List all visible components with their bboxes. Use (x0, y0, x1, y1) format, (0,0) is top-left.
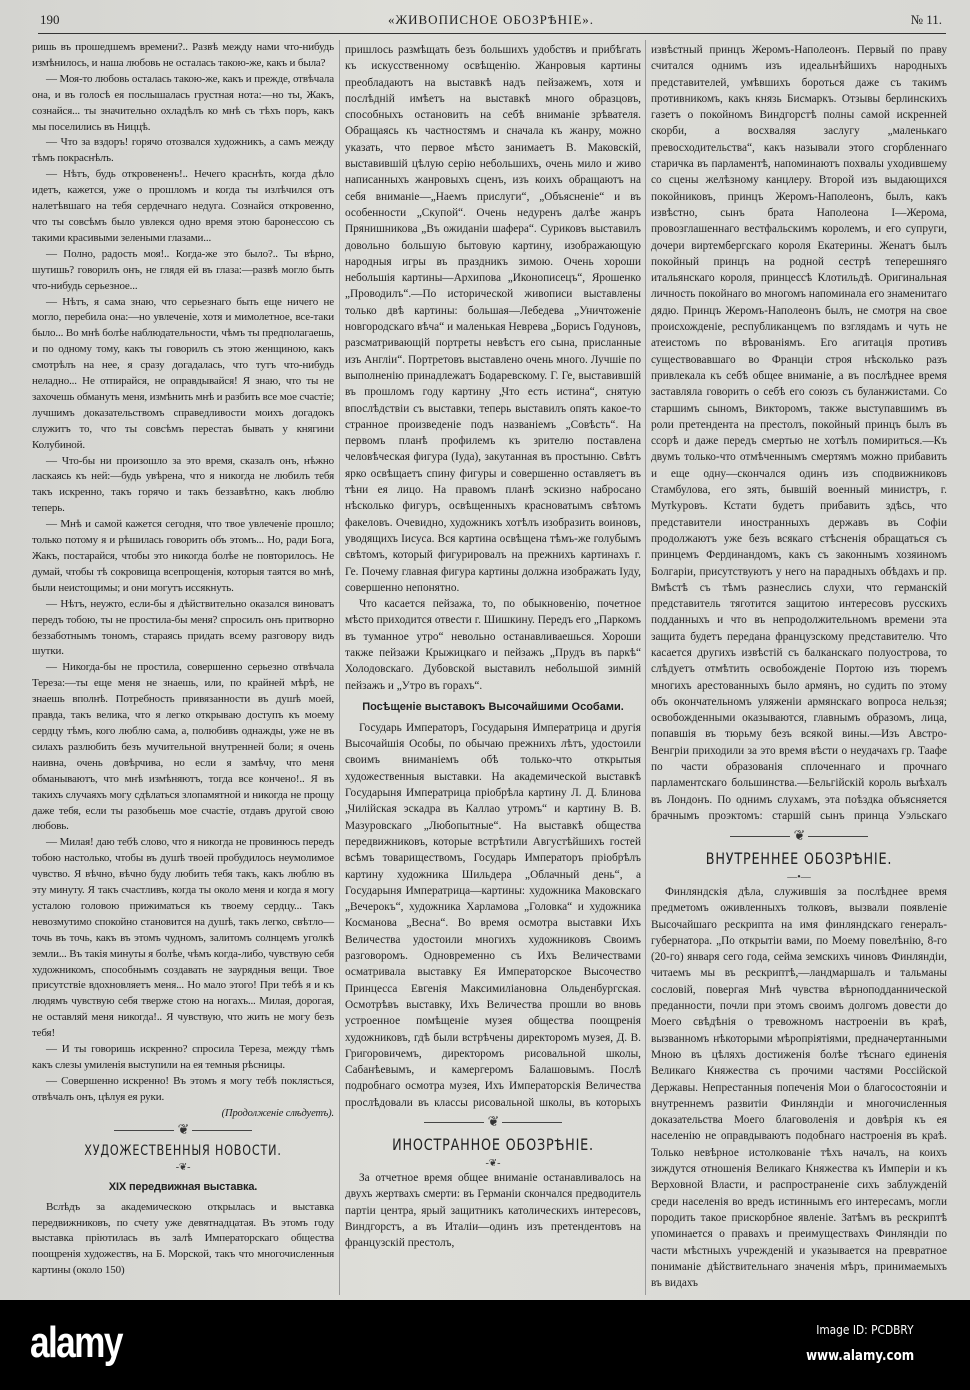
column-3-foreign-review (651, 42, 947, 826)
subsection-title: Посѣщеніе выставокъ Высочайшими Особами. (362, 700, 624, 713)
header-rule (38, 33, 946, 34)
column-1-news (32, 1106, 334, 1279)
article-paragraph: Что касается пейзажа, то, по обыкновенію, почетное мѣсто приходится отвести г. Шишкину. Передъ его „Паркомъ въ туманное утро“ невольно останавливаешься. Хороши также пейзажи Крыжицкаго и пейзажъ „Прудъ въ паркѣ“ Холодовскаго. Дубовской выставилъ небольшой зимній пейзажъ и „Утро въ горахъ“. (345, 598, 641, 692)
section-title: ИНОСТРАННОЕ ОБОЗРѢНІЕ. (392, 1135, 594, 1154)
story-paragraph: — Мнѣ и самой кажется сегодня, что твое увлеченіе прошло; только потому я и рѣшилась говорить объ этомъ... Но, ради Бога, Жакъ, постарайся, чтобы это никогда болѣе не повторилось. Не думай, чтобы тѣ сокровища всепрощенія, которыя таятся во мнѣ, были неистощимы; и они могутъ иссякнуть. (32, 518, 334, 594)
ornament-divider: ❦ (651, 828, 947, 846)
small-ornament: —•— (787, 872, 811, 883)
article-paragraph: пришлось размѣщать безъ большихъ удобствъ и прибѣгать къ искусственному освѣщенію. Жанровыя картины преобладаютъ на выставкѣ надъ пейзажемъ, хотя и послѣдній имѣетъ на выставкѣ много образцовъ, способныхъ остановить на себѣ вниманіе зрѣвателя. Обращаясь къ частностямъ и сначала къ жанру, можно указать, что первое мѣсто занимаетъ В. Маковскій, выставившій цѣлую серію небольшихъ, очень мило и живо написанныхъ жанровыхъ сценъ, изъ коихъ обращаютъ на себя вниманіе—„Наемъ прислуги“, „Объясненіе“ и въ особенности „Скупой“. Очень недуренъ далѣе жанръ Прянишникова „Въ ожиданіи шафера“. Суриковъ выставилъ довольно большую бытовую картину, изображающую народныя игры въ праздникъ зимою. Очень хороши небольшія картины—Архипова „Иконописецъ“, Ярошенко „Проводилъ“.—По исторической живописи выставлены только двѣ картины: большая—Лебедева „Уничтоженіе новгородскаго вѣча“ и маленькая Неврева „Борисъ Годуновъ, разсматривающій портреты невѣстъ его сына, присланные изъ Англіи“. Портретовъ выставлено очень много. Лучшіе по выполненію принадлежатъ Бодаревскому. Г. Ге, выставившій въ прошломъ году картину „Что есть истина“, снятую впослѣдствіи съ выставки, теперь выставилъ опять какое-то странное произведеніе подъ названіемъ „Совѣсть“. На первомъ планѣ профилемъ къ зрителю поставлена человѣческая фигура (Іуда), закутанная въ простыню. Свѣтъ ярко освѣщаетъ спину фигуры и совершенно оставляетъ въ тѣни ея лицо. На правомъ планѣ эскизно набросано нѣсколько фигуръ, освѣщенныхъ красноватымъ свѣтомъ факеловъ. Очевидно, художникъ хотѣлъ изобразить воиновъ, уводящихъ Іисуса. Вся картина освѣщена тѣмъ-же голубымъ свѣтомъ, который фигурировалъ на прежнихъ картинахъ г. Ге. Почему главная фигура картины должна изображать Іуду, совершенно непонятно. (345, 44, 641, 594)
story-paragraph: — Никогда-бы не простила, совершенно серьезно отвѣчала Тереза:—ты еще меня не знаешь, или, по крайней мѣрѣ, не знаешь вполнѣ. Потребность привязанности въ душѣ моей, правда, такъ велика, что я легко открываю доступъ къ моему сердцу тѣмъ, кого люблю сама, а, полюбивъ однажды, уже не въ силахъ разлюбить безъ мучительной внутренней боли; я очень наивна, очень довѣрчива, но если я замѣчу, что меня обманываютъ, что мнѣ измѣняютъ, тогда все кончено!.. Я въ такихъ случаяхъ могу сдѣлаться злопамятной и никогда не прощу даже тебя, если ты разобьешь мое счастіе, отдавъ другой свою любовь. (32, 661, 334, 833)
continued-note: (Продолженіе слѣдуетъ). (221, 1107, 334, 1119)
issue-number: № 11. (910, 12, 942, 27)
story-paragraph: — И ты говоришь искренно? спросила Тереза, между тѣмъ какъ слезы умиленія выступили на ея темныя рѣсницы. (32, 1043, 334, 1071)
story-paragraph: — Моя-то любовь осталась такою-же, какъ и прежде, отвѣчала она, и въ голосѣ ея послышалась грустная нота:—но ты, Жакъ, сознайся... ты значительно охладѣлъ ко мнѣ съ тѣхъ поръ, какъ мы поселились въ Ниццѣ. (32, 72, 334, 133)
website-link[interactable]: www.alamy.com (805, 1348, 914, 1364)
small-ornament: -❦- (175, 1161, 191, 1173)
section-title: ХУДОЖЕСТВЕННЫЯ НОВОСТИ. (84, 1142, 282, 1159)
section-paragraph: Вслѣдъ за академическою открылась и выставка передвижниковъ, по счету уже девятнадцатая. Въ этомъ году выставка пріютилась въ залѣ Императорскаго общества поощренія художествъ, на Б. Морской, такъ что многочисленныя картины (около 150) (32, 1200, 334, 1277)
story-paragraph: — Совершенно искренно! Въ этомъ я могу тебѣ поклясться, отвѣчалъ онъ, цѣлуя ея руки. (32, 1074, 334, 1103)
alamy-logo: alamy (30, 1318, 122, 1367)
section-paragraph: Финляндскія дѣла, служившія за послѣднее время предметомъ оживленныхъ толковъ, вызвали появленіе Высочайшаго рескрипта на имя финляндскаго генералъ-губернатора. „По открытіи вами, по Моему повелѣнію, 8-го (20-го) января сего года, сейма земскихъ чиновъ Финляндіи, читаемъ мы въ рескриптѣ,—ландмаршалъ и тальманы сословій, повергая Мнѣ чувства вѣрноподданнической преданности, почли при этомъ своимъ долгомъ довести до Моего свѣдѣнія о тревожномъ настроеніи въ краѣ, вызванномъ нѣкоторыми мѣропріятіями, предначертанными Мною въ цѣляхъ достиженія болѣе тѣснаго единенія Великаго Княжества съ прочими частями Россійской Державы. Непрестанныя попеченія Мои о благосостояніи и внутреннемъ развитіи Финляндіи и многочисленныя доказательства Моего благоволенія и довѣрія къ ея населенію не оправдываютъ подобнаго настроенія въ краѣ. Только невѣрное истолкованіе тѣхъ началъ, на коихъ зиждутся отношенія Великаго Княжества къ Имперіи и къ Верховной Власти, и распространеніе сихъ заблужденій среди населенія во вредъ истиннымъ его интересамъ, могли породить такое прискорбное явленіе. Затѣмъ въ рескриптѣ упоминается о правахъ и преимуществахъ Финляндіи по части мѣстныхъ учрежденій и указывается на превратное пониманіе дѣйствительнаго значенія мѣръ, принимаемыхъ въ видахъ (651, 886, 947, 1290)
column-3-domestic-review (651, 828, 947, 1291)
article-paragraph: Государь Императоръ, Государыня Императрица и другія Высочайшія Особы, по обычаю прежнихъ лѣтъ, удостоили своимъ вниманіемъ обѣ только-что открытыя художественныя выставки. На академической выставкѣ Государыня Императрица пріобрѣла картину Л. Д. Блинова „Чилійская эскадра въ Каллао утромъ“ и картину В. В. Мазуровскаго „Любопытные“. На выставкѣ общества передвижниковъ, которые встрѣтили Августѣйшихъ гостей всѣмъ товариществомъ, Государь Императоръ пріобрѣлъ картину художника Шильдера „Облачный день“, а Государыня Императрица—картины: художника Маковскаго „Вечерокъ“, художника Харламова „Головка“ и художника Косманова „Весна“. Во время осмотра выставки Ихъ Величества удостоили многихъ художниковъ Своимъ разговоромъ. Одновременно съ Ихъ Величествами осматривала выставку Ея Императорское Высочество Принцесса Евгенія Максимиліановна Ольденбургская. Осмотрѣвъ выставку, Ихъ Величества прошли во вновь устроенное помѣщеніе музея общества поощренія художниковъ, гдѣ были встрѣчены директоромъ музея, Д. В. Григоровичемъ, директоромъ рисовальной школы, Сабанѣевымъ, и камергеромъ Балашовымъ. Послѣ подробнаго осмотра музея, Ихъ Императорскія Величества прослѣдовали въ классы рисовальной школы, въ которыхъ (345, 721, 641, 1109)
story-paragraph: ришь въ прошедшемъ времени?.. Развѣ между нами что-нибудь измѣнилось, и наша любовь не осталась такою-же, какъ и была? (32, 41, 334, 69)
stock-footer (0, 1300, 970, 1390)
section-paragraph: За отчетное время общее вниманіе останавливалось на двухъ жертвахъ смерти: въ Германіи скончался предводитель партіи центра, ярый защитникъ католическихъ интересовъ, Виндгорстъ, а въ Италіи—одинъ изъ претендентовъ на французскій престолъ, (345, 1172, 641, 1250)
story-paragraph: — Милая! даю тебѣ слово, что я никогда не провинюсь передъ тобою настолько, чтобы въ душѣ твоей пробудилось неумолимое чувство. Я вѣчно, вѣчно буду любить тебя такъ, какъ люблю въ эту минуту. Я такъ счастливъ, когда ты около меня и когда я могу усталою головою прижиматься къ твоему сердцу... Такъ невозмутимо спокойно становится на душѣ, такъ легко, свѣтло—точь въ точь, какъ въ этомъ чудномъ, залитомъ солнцемъ уголкѣ земли... Въ такія минуты я болѣе, чѣмъ когда-либо, чувствую себя художникомъ, способнымъ создавать не заурядныя вещи. Твое присутствіе вдохновляетъ меня... Но мало этого! При тебѣ я и къ людямъ чувствую себя тверже стою на ногахъ... Милая, дорогая, не оставляй меня никогда!.. Я чувствую, что жить не могу безъ тебя! (32, 836, 334, 1040)
ornament-divider: ❦ (32, 1122, 334, 1140)
story-paragraph: — Что-бы ни произошло за это время, сказалъ онъ, нѣжно ласкаясь къ ней:—будь увѣрена, что я никогда не любилъ тебя такъ искренно, такъ горячо и такъ беззавѣтно, какъ люблю теперь. (32, 454, 334, 515)
page-header (40, 12, 942, 32)
subsection-title: XIX передвижная выставка. (108, 1180, 258, 1193)
column-divider (645, 40, 646, 1295)
column-divider (339, 40, 340, 1295)
section-title: ВНУТРЕННЕЕ ОБОЗРѢНІЕ. (705, 849, 893, 868)
column-2-exhibition (345, 42, 641, 1112)
journal-title: «ЖИВОПИСНОЕ ОБОЗРѢНІЕ». (387, 12, 595, 27)
column-1 (32, 40, 334, 1279)
image-id: Image ID: PCDBRY (816, 1322, 914, 1337)
story-paragraph: — Нѣтъ, будь откровененъ!.. Нечего краснѣть, когда дѣло идетъ, кажется, уже о прошломъ и когда ты излѣчился отъ налетѣвшаго на тебя сердечнаго недуга. Сознайся откровенно, что ты совсѣмъ было увлекся одно время этою баронессою съ такими красивыми зелеными глазами... (32, 168, 334, 244)
story-paragraph: — Нѣтъ, неужто, если-бы я дѣйствительно оказался виноватъ передъ тобою, ты не простила-бы меня? спросилъ онъ притворно беззаботнымъ тономъ, стараясь придать всему разговору видъ шутки. (32, 597, 334, 658)
column-2-foreign-review (345, 1114, 641, 1251)
small-ornament: -❦- (485, 1158, 501, 1169)
page-number: 190 (40, 12, 60, 27)
story-paragraph: — Что за вздоръ! горячо отозвался художникъ, а самъ между тѣмъ покраснѣлъ. (32, 136, 334, 165)
column-1-story (32, 40, 334, 1106)
story-paragraph: — Полно, радость моя!.. Когда-же это было?.. Ты вѣрно, шутишь? говорилъ онъ, не глядя ей въ глаза:—развѣ могло быть что-нибудь серьезное... (32, 247, 334, 292)
article-paragraph: извѣстный принцъ Жеромъ-Наполеонъ. Первый по праву считался однимъ изъ идеальнѣйшихъ народныхъ представителей, умѣвшихъ бороться даже съ такимъ противникомъ, какъ князь Бисмаркъ. Отзывы берлинскихъ газетъ о покойномъ Виндгорстѣ полны самой искренней скорби, а восхваляя заслугу „маленькаго превосходительства“, какъ называли этого сгорбленнаго старичка въ парламентѣ, напоминаютъ похвалы уходившему со сцены желѣзному канцлеру. Второй изъ выдающихся покойниковъ, принцъ Жеромъ-Наполеонъ, былъ, какъ извѣстно, сынъ брата Наполеона I—Жерома, провозглашеннаго вестфальскимъ королемъ, и его супруги, дочери виртембергскаго короля Екатерины. Женатъ былъ покойный принцъ на родной сестрѣ теперешняго итальянскаго короля, принцессѣ Клотильдѣ. Оригинальная личность покойнаго во многомъ напоминала его знаменитаго дядю. Принцъ Жеромъ-Наполеонъ былъ, не смотря на свое происхожденіе, республиканцемъ по взглядамъ и чуть не атеистомъ по вѣрованіямъ. Его агитація противъ существовавшаго во Франціи строя нѣсколько разъ привлекала къ себѣ общее вниманіе, а въ послѣднее время заставляла говорить о себѣ его союзъ съ буланжистами. Со старшимъ сыномъ, Викторомъ, также выступавшимъ въ роли претендента на престолъ, покойный принцъ былъ въ ссорѣ и даже передъ смертью не хотѣлъ помириться.—Къ двумъ только-что отмѣченнымъ смертямъ можно прибавить и еще одну—скончался одинъ изъ сподвижниковъ Стамбулова, его зять, бывшій военный министръ, г. Мутkуровъ. Кстати будетъ прибавить здѣсь, что представители иностранныхъ державъ въ Софіи продолжаютъ уже безъ всякаго стѣсненія обращаться съ принцемъ Фердинандомъ, какъ съ законнымъ хозяиномъ Болгаріи, присутствуютъ у него на парадныхъ обѣдахъ и пр. Вмѣстѣ съ тѣмъ разнеслись слухи, что германскій представитель тяготится защитою интересовъ русскихъ подданныхъ и что въ непродолжительномъ времени эта защита будетъ передана французскому представителю. Что касается другихъ извѣстій съ балканскаго полуострова, то слѣдуетъ отмѣтить освобожденіе Портою изъ тюремъ многихъ арестованныхъ было армянъ, но судить по этому объ окончательномъ уляженіи армянскаго вопроса нельзя; освобожденными оказываются, главнымъ образомъ, лица, попавшія въ тюрьму безъ всякой вины.—Изъ Австро-Венгріи приходили за это время вѣсти о неудачахъ гр. Таафе по части образованія сплоченнаго и прочнаго парламентскаго большинства.—Бельгійскій король выѣхалъ въ Лондонъ. По однимъ слухамъ, эта поѣздка объясняется брачнымъ проэктомъ: старшій сынъ принца Уэльскаго (651, 44, 947, 822)
story-paragraph: — Нѣтъ, я сама знаю, что серьезнаго быть еще ничего не могло, перебила она:—но увлеченіе, хотя и мимолетное, все-таки было... Во мнѣ болѣе наблюдательности, чѣмъ ты предполагаешь, и по одному тому, какъ ты говорилъ съ этою женщиною, какъ смотрѣлъ на нее, я сразу догадалась, что тутъ что-нибудь неладно... Не отпирайся, не оправдывайся! Я знаю, что ты не захочешь обмануть меня, измѣнить мнѣ и разбить все мое счастіе; лучшимъ доказательствомъ справедливости моихъ догадокъ служитъ то, что ты совсѣмъ перестаъ бывать у княгини Колубиной. (32, 295, 334, 451)
ornament-divider: ❦ (345, 1114, 641, 1132)
